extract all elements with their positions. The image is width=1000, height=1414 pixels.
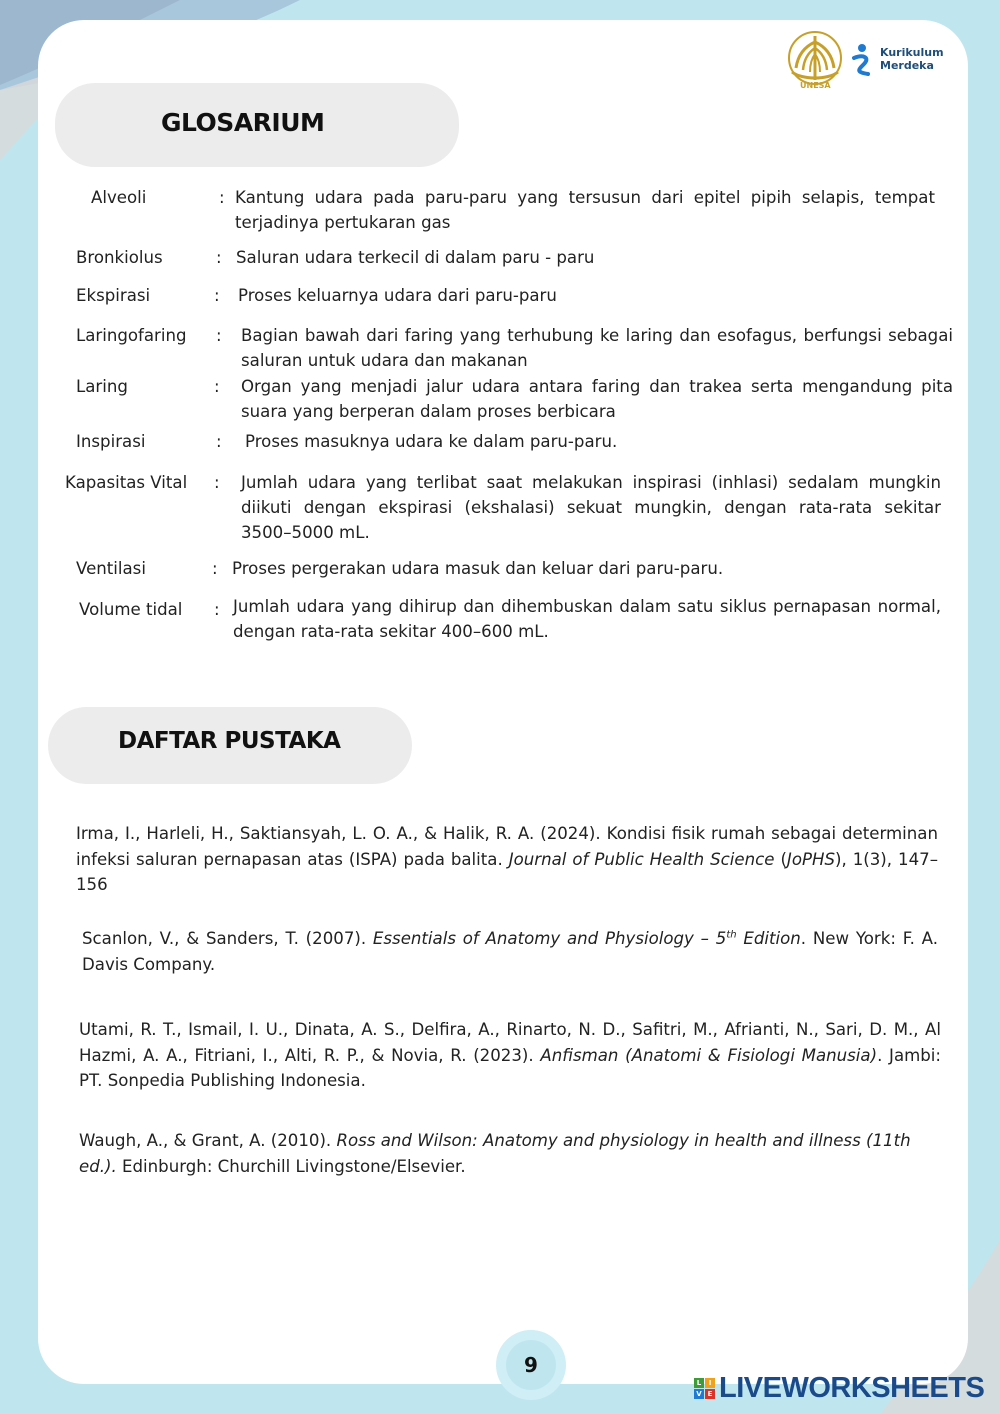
glossary-colon: : — [216, 432, 222, 451]
live-badge-icon — [694, 1378, 715, 1399]
references-title: DAFTAR PUSTAKA — [118, 728, 341, 754]
glossary-definition: Kantung udara pada paru-paru yang tersusun dari epitel pipih selapis, tempat terjadinya pertukaran gas — [235, 188, 935, 232]
glossary-term: Ekspirasi — [76, 286, 151, 305]
reference-item — [82, 926, 938, 977]
reference-text: . New York: F. A. Davis Company. — [82, 929, 938, 974]
unesa-emblem-icon — [789, 32, 841, 84]
glossary-colon: : — [212, 559, 218, 578]
reference-title: Ross and Wilson: Anatomy and physiology in health and illness (11th ed.). — [79, 1131, 911, 1176]
reference-text: Waugh, A., & Grant, A. (2010). — [79, 1131, 337, 1150]
glossary-definition: Saluran udara terkecil di dalam paru - paru — [236, 248, 595, 267]
glossary-term: Bronkiolus — [76, 248, 163, 267]
kurikulum-merdeka-icon — [854, 44, 868, 74]
glossary-definition: Organ yang menjadi jalur udara antara faring dan trakea serta mengandung pita suara yang berperan dalam proses berbicara — [241, 377, 953, 421]
merdeka-text: Merdeka — [880, 59, 934, 72]
reference-journal: Journal of Public Health Science — [508, 849, 775, 869]
reference-text: Utami, R. T., Ismail, I. U., Dinata, A. S., Delfira, A., Rinarto, N. D., Safitri, M., Afrianti, N., Sari, D. M., Al Hazmi, A. A., Fitriani, I., Alti, R. P., & Novia, R. (2023). — [79, 1020, 941, 1065]
reference-text: ), 1(3), 147–156 — [76, 849, 938, 894]
badge-letter: E — [705, 1389, 715, 1399]
glossary-colon: : — [214, 600, 220, 619]
glossary-term: Ventilasi — [76, 559, 146, 578]
glossary-definition: Jumlah udara yang dihirup dan dihembuskan dalam satu siklus pernapasan normal, dengan rata-rata sekitar 400–600 mL. — [233, 597, 941, 641]
reference-text: . Jambi: PT. Sonpedia Publishing Indonesia. — [79, 1045, 942, 1090]
glossary-definition: Proses masuknya udara ke dalam paru-paru. — [245, 432, 618, 451]
reference-item — [79, 1017, 941, 1094]
reference-text: Edinburgh: Churchill Livingstone/Elsevier. — [116, 1156, 466, 1176]
glossary-term: Laringofaring — [76, 326, 187, 345]
reference-title: Essentials of Anatomy and Physiology – 5 — [372, 929, 727, 948]
glossary-colon: : — [216, 326, 222, 345]
reference-title: Edition — [736, 929, 801, 948]
glossary-colon: : — [219, 188, 225, 207]
glossary-term: Volume tidal — [79, 600, 183, 619]
glossary-definition: Bagian bawah dari faring yang terhubung ke laring dan esofagus, berfungsi sebagai saluran untuk udara dan makanan — [241, 326, 953, 370]
reference-item — [79, 1128, 937, 1179]
reference-text: Scanlon, V., & Sanders, T. (2007). — [82, 929, 373, 948]
kurikulum-text: Kurikulum — [880, 46, 944, 59]
reference-text: ( — [774, 849, 787, 869]
glossary-colon: : — [214, 473, 220, 492]
glossary-definition: Proses keluarnya udara dari paru-paru — [238, 286, 557, 305]
badge-letter: I — [705, 1378, 715, 1388]
glossary-term: Alveoli — [91, 188, 147, 207]
reference-title: Anfisman (Anatomi & Fisiologi Manusia) — [540, 1045, 878, 1065]
liveworksheets-text: LIVEWORKSHEETS — [719, 1371, 985, 1404]
liveworksheets-logo[interactable] — [694, 1371, 984, 1405]
reference-item — [76, 821, 938, 898]
reference-superscript: th — [726, 929, 737, 941]
badge-letter: L — [694, 1378, 704, 1388]
page-number: 9 — [524, 1353, 538, 1377]
glossary-title: GLOSARIUM — [161, 108, 325, 137]
glossary-term: Kapasitas Vital — [65, 473, 188, 492]
unesa-label: UNESA — [800, 81, 831, 90]
reference-journal-abbrev: JoPHS — [786, 849, 835, 869]
glossary-term: Laring — [76, 377, 128, 396]
reference-text: Irma, I., Harleli, H., Saktiansyah, L. O. A., & Halik, R. A. (2024). Kondisi fisik rumah sebagai determinan infeksi saluran pernapasan atas (ISPA) pada balita. — [76, 824, 938, 869]
glossary-definition: Proses pergerakan udara masuk dan keluar dari paru-paru. — [232, 559, 724, 578]
badge-letter: V — [694, 1389, 704, 1399]
glossary-term: Inspirasi — [76, 432, 146, 451]
glossary-colon: : — [216, 248, 222, 267]
kurikulum-merdeka-label — [880, 46, 944, 72]
glossary-definition: Jumlah udara yang terlibat saat melakukan inspirasi (inhlasi) sedalam mungkin diikuti dengan ekspirasi (ekshalasi) sekuat mungkin, dengan rata-rata sekitar 3500–5000 mL. — [241, 473, 941, 542]
glossary-colon: : — [214, 377, 220, 396]
glossary-colon: : — [214, 286, 220, 305]
